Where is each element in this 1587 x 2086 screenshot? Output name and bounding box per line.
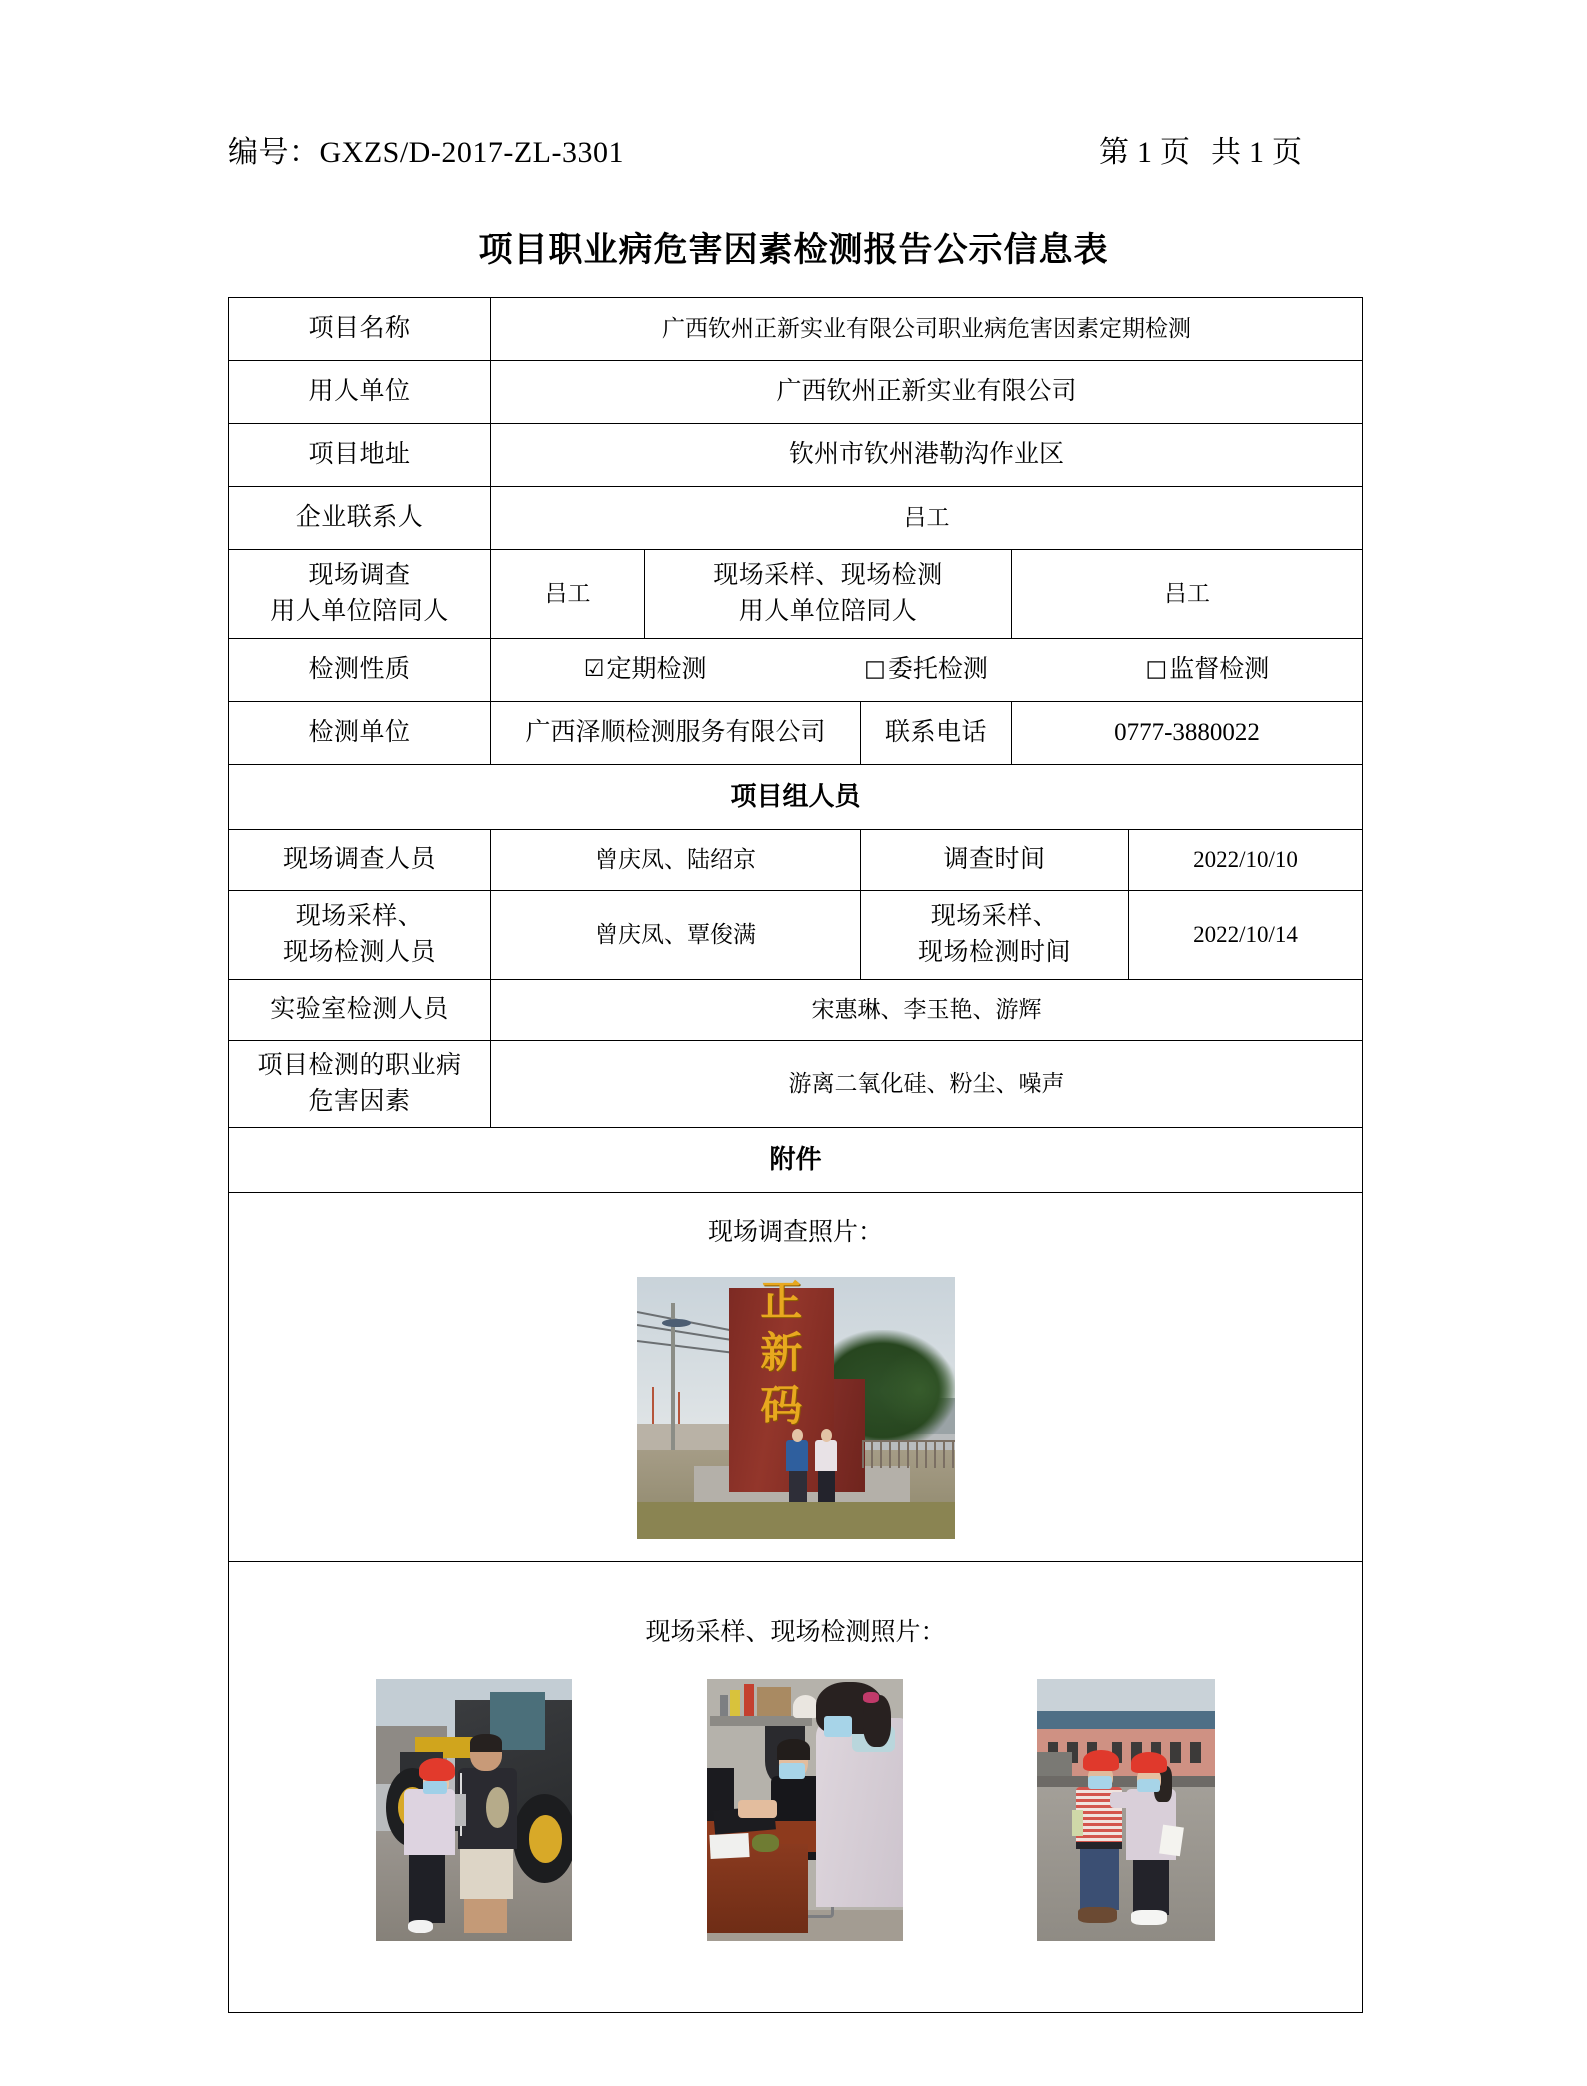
document-number-label: 编号： [228, 136, 320, 169]
monument-char-2: 新 [760, 1328, 803, 1378]
hazards-label-line2: 危害因素 [308, 1088, 411, 1115]
survey-time-label: 调查时间 [861, 830, 1129, 891]
monument-char-1: 正 [760, 1277, 803, 1325]
phone-value: 0777-3880022 [1012, 702, 1363, 765]
sampling-time-label-line2: 现场检测时间 [917, 939, 1071, 966]
survey-staff-value: 曾庆凤、陆绍京 [491, 830, 861, 891]
sampling-staff-label [229, 891, 491, 980]
page-total-prefix: 共 [1211, 136, 1243, 169]
hazards-label-line1: 项目检测的职业病 [257, 1051, 462, 1079]
table-row-sampling-photos [229, 1562, 1363, 2013]
test-nature-label: 检测性质 [229, 639, 491, 702]
test-nature-options [491, 639, 1363, 702]
address-value: 钦州市钦州港勒沟作业区 [491, 424, 1363, 487]
sampling-staff-label-line2: 现场检测人员 [282, 939, 436, 966]
page-unit: 页 [1160, 136, 1192, 169]
info-table [228, 297, 1363, 2013]
address-label: 项目地址 [229, 424, 491, 487]
checkbox-commissioned[interactable] [864, 652, 988, 688]
page-prefix: 第 [1099, 136, 1131, 169]
sampling-time-value: 2022/10/14 [1129, 891, 1363, 980]
sampling-photo-office [707, 1679, 903, 1941]
survey-accompany-value: 吕工 [491, 550, 645, 639]
sampling-photo-yard [1037, 1679, 1215, 1941]
survey-accompany-label [229, 550, 491, 639]
project-name-label: 项目名称 [229, 298, 491, 361]
sampling-accompany-label [645, 550, 1012, 639]
table-row-testing-org [229, 702, 1363, 765]
table-row-test-nature [229, 639, 1363, 702]
testing-org-label: 检测单位 [229, 702, 491, 765]
sampling-photo-loader [376, 1679, 572, 1941]
table-row-survey-staff [229, 830, 1363, 891]
table-row-employer [229, 361, 1363, 424]
page-total-unit: 页 [1272, 136, 1304, 169]
table-row-contact [229, 487, 1363, 550]
checkbox-commissioned-label: 委托检测 [887, 655, 988, 683]
table-row-lab-staff [229, 980, 1363, 1041]
table-row-accompany [229, 550, 1363, 639]
employer-label: 用人单位 [229, 361, 491, 424]
lab-staff-label: 实验室检测人员 [229, 980, 491, 1041]
page-current: 1 [1137, 136, 1154, 169]
phone-label: 联系电话 [861, 702, 1012, 765]
employer-value: 广西钦州正新实业有限公司 [491, 361, 1363, 424]
sampling-photos-cell [229, 1562, 1363, 2013]
attachment-section-label: 附件 [229, 1128, 1363, 1193]
survey-photos-label: 现场调查照片： [708, 1218, 884, 1246]
table-row-attachment-section [229, 1128, 1363, 1193]
table-row-team-section [229, 765, 1363, 830]
survey-accompany-label-line2: 用人单位陪同人 [270, 598, 449, 625]
sampling-staff-value: 曾庆凤、覃俊满 [491, 891, 861, 980]
monument-char-3: 码 [760, 1380, 803, 1430]
survey-staff-label: 现场调查人员 [229, 830, 491, 891]
checkbox-supervisory[interactable] [1145, 652, 1269, 688]
sampling-photos-row [235, 1651, 1356, 1959]
sampling-time-label-line1: 现场采样、 [930, 902, 1059, 930]
checkbox-commissioned-box[interactable]: □ [864, 655, 886, 682]
page-header [228, 135, 1362, 171]
hazards-label [229, 1041, 491, 1128]
sampling-accompany-label-line1: 现场采样、现场检测 [713, 561, 943, 589]
checkbox-periodic-label: 定期检测 [606, 655, 707, 683]
team-section-label: 项目组人员 [229, 765, 1363, 830]
checkbox-periodic[interactable] [584, 652, 707, 688]
sampling-time-label [861, 891, 1129, 980]
table-row-survey-photos [229, 1193, 1363, 1562]
testing-org-value: 广西泽顺检测服务有限公司 [491, 702, 861, 765]
survey-photos-cell [229, 1193, 1363, 1562]
checkbox-supervisory-label: 监督检测 [1169, 655, 1270, 683]
survey-accompany-label-line1: 现场调查 [308, 561, 411, 589]
table-row-project-name [229, 298, 1363, 361]
contact-value: 吕工 [491, 487, 1363, 550]
contact-label: 企业联系人 [229, 487, 491, 550]
lab-staff-value: 宋惠琳、李玉艳、游辉 [491, 980, 1363, 1041]
sampling-staff-label-line1: 现场采样、 [295, 902, 424, 930]
table-row-address [229, 424, 1363, 487]
table-row-sampling-staff [229, 891, 1363, 980]
survey-time-value: 2022/10/10 [1129, 830, 1363, 891]
page-title: 项目职业病危害因素检测报告公示信息表 [478, 232, 1109, 269]
checkbox-supervisory-box[interactable]: □ [1145, 655, 1168, 682]
page-indicator [1099, 135, 1362, 171]
survey-photos-row [235, 1251, 1356, 1539]
sampling-accompany-value: 吕工 [1012, 550, 1363, 639]
project-name-value: 广西钦州正新实业有限公司职业病危害因素定期检测 [491, 298, 1363, 361]
page-total: 1 [1249, 136, 1266, 169]
checkbox-periodic-box[interactable]: ☑ [583, 655, 605, 682]
sampling-photos-label: 现场采样、现场检测照片： [645, 1618, 946, 1646]
document-number-value: GXZS/D-2017-ZL-3301 [319, 136, 624, 169]
sampling-accompany-label-line2: 用人单位陪同人 [738, 598, 918, 625]
document-number [228, 135, 624, 171]
table-row-hazards [229, 1041, 1363, 1128]
site-survey-photo [637, 1277, 955, 1539]
hazards-value: 游离二氧化硅、粉尘、噪声 [491, 1041, 1363, 1128]
